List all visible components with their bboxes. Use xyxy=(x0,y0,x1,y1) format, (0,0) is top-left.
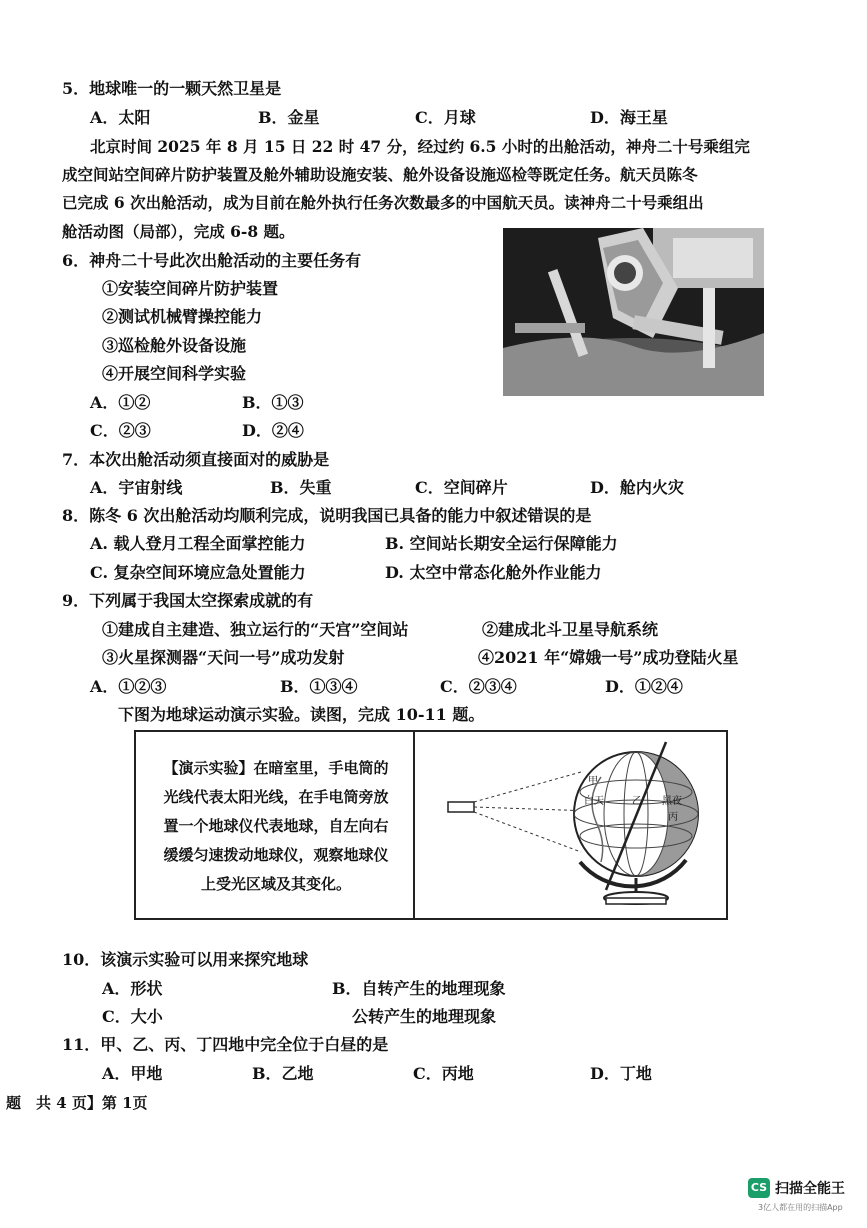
q9-item: ③火星探测器“天问一号”成功发射 xyxy=(102,648,345,667)
q7-option-c: C．空间碎片 xyxy=(415,478,508,497)
q5-option-c: C．月球 xyxy=(415,108,476,127)
q11-option-c: C．丙地 xyxy=(413,1064,474,1083)
experiment-line: 光线代表太阳光线，在手电筒旁放 xyxy=(163,788,389,806)
q6-stem: 6．神舟二十号此次出舱活动的主要任务有 xyxy=(62,251,362,270)
camscanner-title: 扫描全能王 xyxy=(775,1181,845,1197)
q6-option-b: B．①③ xyxy=(242,393,304,412)
q7-option-d: D．舱内火灾 xyxy=(590,478,684,497)
q10-stem: 10．该演示实验可以用来探究地球 xyxy=(62,950,309,969)
q5-option-a: A．太阳 xyxy=(90,108,151,127)
q5-stem: 5．地球唯一的一颗天然卫星是 xyxy=(62,79,282,98)
q9-option-a: A．①②③ xyxy=(90,677,167,696)
q8-option-c: C. 复杂空间环境应急处置能力 xyxy=(90,563,306,582)
q6-option-d: D．②④ xyxy=(242,421,304,440)
camscanner-subtitle: 3亿人都在用的扫描App xyxy=(758,1203,843,1212)
astronaut-image xyxy=(503,228,764,396)
page-footer: 题 共 4 页】第 1页 xyxy=(6,1094,148,1112)
globe-diagram xyxy=(416,732,726,918)
q7-option-a: A．宇宙射线 xyxy=(90,478,183,497)
q9-stem: 9．下列属于我国太空探索成就的有 xyxy=(62,591,314,610)
q6-item: ①安装空间碎片防护装置 xyxy=(102,279,279,298)
q7-option-b: B．失重 xyxy=(270,478,332,497)
q5-option-d: D．海王星 xyxy=(590,108,668,127)
passage-line: 北京时间 2025 年 8 月 15 日 22 时 47 分，经过约 6.5 小时的出舱活动，神舟二十号乘组完 xyxy=(90,137,750,156)
camscanner-logo-icon: CS xyxy=(748,1178,770,1198)
q6-item: ③巡检舱外设备设施 xyxy=(102,336,247,355)
q6-item: ②测试机械臂操控能力 xyxy=(102,307,263,326)
spacewalk-photo xyxy=(503,228,764,396)
q6-option-c: C．②③ xyxy=(90,421,151,440)
q9-item: ④2021 年“嫦娥一号”成功登陆火星 xyxy=(478,648,739,667)
passage-line: 成空间站空间碎片防护装置及舱外辅助设施安装、舱外设备设施巡检等既定任务。航天员陈冬 xyxy=(62,165,698,184)
q7-stem: 7．本次出舱活动须直接面对的威胁是 xyxy=(62,450,330,469)
q5-option-b: B．金星 xyxy=(258,108,320,127)
passage-line: 舱活动图（局部），完成 6-8 题。 xyxy=(62,222,295,241)
q6-option-a: A．①② xyxy=(90,393,151,412)
q9-item: ①建成自主建造、独立运行的“天宫”空间站 xyxy=(102,620,409,639)
q11-option-a: A．甲地 xyxy=(102,1064,163,1083)
q8-option-d: D. 太空中常态化舱外作业能力 xyxy=(385,563,602,582)
q8-option-b: B. 空间站长期安全运行保障能力 xyxy=(385,534,618,553)
q9-item: ②建成北斗卫星导航系统 xyxy=(482,620,659,639)
experiment-divider xyxy=(413,732,415,918)
q9-option-d: D．①②④ xyxy=(605,677,683,696)
q9-option-b: B．①③④ xyxy=(280,677,358,696)
q8-option-a: A. 载人登月工程全面掌控能力 xyxy=(90,534,306,553)
q11-option-b: B．乙地 xyxy=(252,1064,314,1083)
flashlight-icon xyxy=(448,802,474,812)
q9-option-c: C．②③④ xyxy=(440,677,517,696)
globe-label-yi: 乙 xyxy=(632,796,642,807)
q6-item: ④开展空间科学实验 xyxy=(102,364,247,383)
experiment-description xyxy=(146,754,406,899)
globe-label-daytime: 白天 xyxy=(584,796,604,807)
experiment-line: 【演示实验】在暗室里，手电筒的 xyxy=(163,759,389,777)
q11-option-d: D．丁地 xyxy=(590,1064,652,1083)
globe-label-night: 黑夜 xyxy=(662,796,682,807)
globe-label-jia: 甲 xyxy=(588,776,598,787)
experiment-figure xyxy=(134,730,728,920)
experiment-line: 缓缓匀速拨动地球仪，观察地球仪 xyxy=(163,846,389,864)
q10-11-intro: 下图为地球运动演示实验。读图，完成 10-11 题。 xyxy=(118,705,485,724)
q10-option-b: B．自转产生的地理现象 xyxy=(332,979,506,998)
q11-stem: 11．甲、乙、丙、丁四地中完全位于白昼的是 xyxy=(62,1035,389,1054)
q10-option-c: C．大小 xyxy=(102,1007,163,1026)
experiment-line: 置一个地球仪代表地球，自左向右 xyxy=(163,817,389,835)
q10-option-d: 公转产生的地理现象 xyxy=(352,1007,497,1026)
q8-stem: 8．陈冬 6 次出舱活动均顺利完成，说明我国已具备的能力中叙述错误的是 xyxy=(62,506,592,525)
experiment-line: 上受光区域及其变化。 xyxy=(200,875,351,893)
passage-line: 已完成 6 次出舱活动，成为目前在舱外执行任务次数最多的中国航天员。读神舟二十号乘组出 xyxy=(62,193,704,212)
globe-label-bing: 丙 xyxy=(668,812,678,823)
q10-option-a: A．形状 xyxy=(102,979,163,998)
